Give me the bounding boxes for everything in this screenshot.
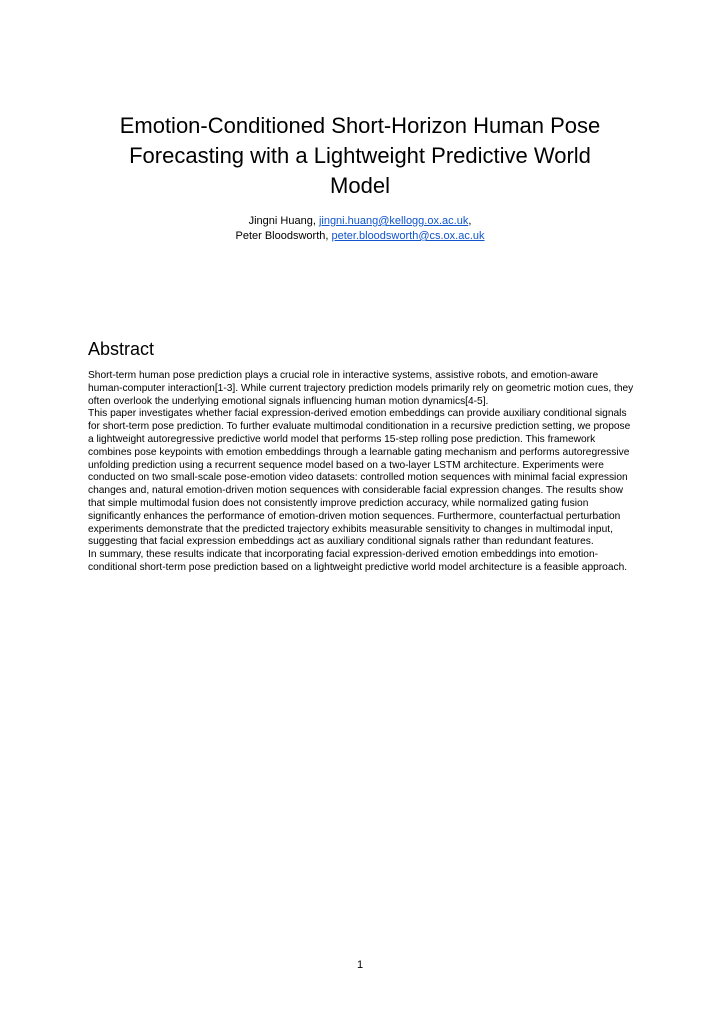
title-line-2: Forecasting with a Lightweight Predictive World [129, 143, 591, 168]
author-email-link-2[interactable]: peter.bloodsworth@cs.ox.ac.uk [331, 230, 485, 242]
author-block [60, 214, 660, 244]
author-email-link-1[interactable]: jingni.huang@kellogg.ox.ac.uk [318, 215, 469, 227]
author-line-1 [60, 214, 660, 229]
abstract-paragraph-2: This paper investigates whether facial expression-derived emotion embeddings can provide auxiliary conditional signals for short-term pose prediction. To further evaluate multimodal conditionation in a recursive prediction setting, we propose a lightweight autoregressive predictive world model that performs 15-step rolling pose prediction. This framework combines pose keypoints with emotion embeddings through a learnable gating mechanism and performs autoregressive unfolding prediction using a recurrent sequence model based on a two-layer LSTM architecture. Experiments were conducted on two small-scale pose-emotion video datasets: controlled motion sequences with minimal facial expression changes and, natural emotion-driven motion sequences with considerable facial expression changes. The results show that simple multimodal fusion does not consistently improve prediction accuracy, while normalized gating fusion significantly enhances the performance of emotion-driven motion sequences. Furthermore, counterfactual perturbation experiments demonstrate that the predicted trajectory exhibits measurable sensitivity to changes in multimodal input, suggesting that facial expression embeddings act as auxiliary conditional signals rather than redundant features. [88, 408, 631, 548]
abstract-heading: Abstract [88, 339, 155, 359]
page-number: 1 [356, 959, 364, 971]
title-line-1: Emotion-Conditioned Short-Horizon Human Pose [119, 113, 601, 138]
abstract-body [88, 370, 634, 575]
abstract-paragraph-1: Short-term human pose prediction plays a crucial role in interactive systems, assistive robots, and emotion-aware human-computer interaction[1-3]. While current trajectory prediction models primarily rely on geometric motion cues, they often overlook the underlying emotional signals influencing human motion dynamics[4-5]. [88, 370, 634, 407]
abstract-paragraph-3: In summary, these results indicate that incorporating facial expression-derived emotion embeddings into emotion-conditional short-term pose prediction based on a lightweight predictive world model architecture is a feasible approach. [88, 549, 628, 573]
title-line-3: Model [330, 173, 390, 198]
author-suffix-1: , [468, 215, 472, 227]
author-name-2: Peter Bloodsworth, [235, 230, 332, 242]
paper-title [60, 111, 660, 201]
author-name-1: Jingni Huang, [248, 215, 319, 227]
author-line-2 [60, 229, 660, 244]
